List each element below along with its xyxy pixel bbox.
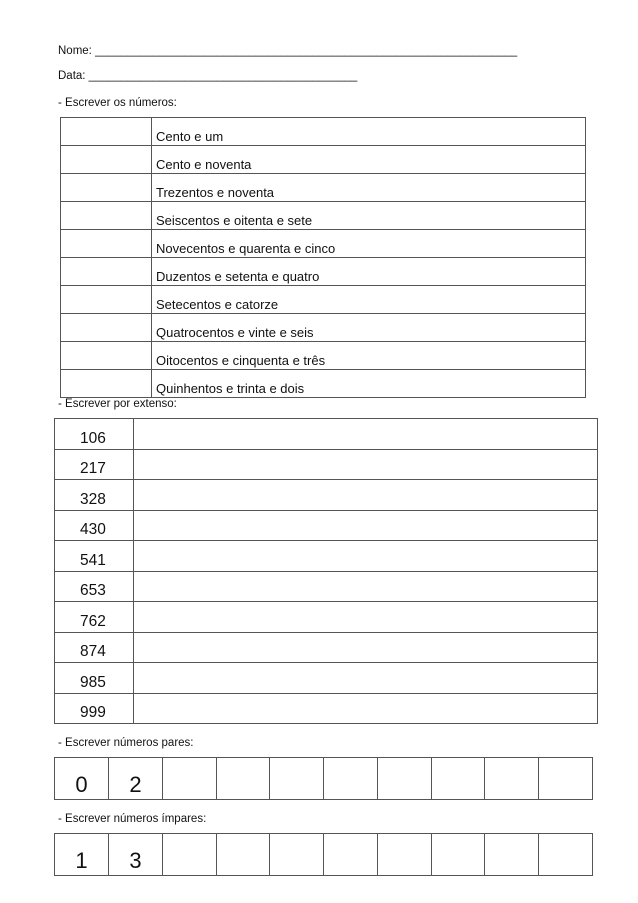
impares-cell[interactable] <box>163 834 217 876</box>
table-row <box>61 314 586 342</box>
number-cell: 430 <box>55 510 134 541</box>
table-row <box>61 258 586 286</box>
answer-cell[interactable] <box>134 480 598 511</box>
impares-table <box>54 833 593 876</box>
number-cell: 999 <box>55 693 134 724</box>
pares-cell: 2 <box>109 758 163 800</box>
nome-line[interactable]: Nome: __________________________________________________________________ <box>58 45 518 57</box>
number-words-cell: Setecentos e catorze <box>152 286 586 314</box>
section-title-impares: - Escrever números ímpares: <box>58 813 207 825</box>
table-row <box>61 370 586 398</box>
answer-cell[interactable] <box>134 663 598 694</box>
impares-cell[interactable] <box>377 834 431 876</box>
impares-cell: 1 <box>55 834 109 876</box>
answer-cell[interactable] <box>61 202 152 230</box>
impares-cell[interactable] <box>270 834 324 876</box>
impares-cell[interactable] <box>216 834 270 876</box>
extenso-table <box>54 418 598 724</box>
table-row <box>61 118 586 146</box>
answer-cell[interactable] <box>61 286 152 314</box>
pares-cell: 0 <box>55 758 109 800</box>
section-title-por-extenso: - Escrever por extenso: <box>58 398 177 410</box>
table-row <box>61 230 586 258</box>
impares-cell[interactable] <box>431 834 485 876</box>
number-cell: 653 <box>55 571 134 602</box>
answer-cell[interactable] <box>134 693 598 724</box>
section-title-escrever-numeros: - Escrever os números: <box>58 97 177 109</box>
answer-cell[interactable] <box>134 602 598 633</box>
answer-cell[interactable] <box>134 449 598 480</box>
section-title-pares: - Escrever números pares: <box>58 737 194 749</box>
answer-cell[interactable] <box>61 370 152 398</box>
table-row <box>61 174 586 202</box>
table-row <box>55 541 598 572</box>
number-cell: 762 <box>55 602 134 633</box>
table-row <box>55 419 598 450</box>
answer-cell[interactable] <box>134 510 598 541</box>
answer-cell[interactable] <box>61 342 152 370</box>
answer-cell[interactable] <box>61 146 152 174</box>
number-words-cell: Quinhentos e trinta e dois <box>152 370 586 398</box>
table-row <box>55 663 598 694</box>
answer-cell[interactable] <box>61 118 152 146</box>
number-words-cell: Cento e noventa <box>152 146 586 174</box>
pares-cell[interactable] <box>431 758 485 800</box>
table-row <box>55 480 598 511</box>
table-row <box>55 510 598 541</box>
table-row <box>55 602 598 633</box>
answer-cell[interactable] <box>134 571 598 602</box>
number-words-cell: Cento e um <box>152 118 586 146</box>
impares-cell[interactable] <box>485 834 539 876</box>
table-row <box>61 342 586 370</box>
answer-cell[interactable] <box>61 314 152 342</box>
answer-cell[interactable] <box>134 541 598 572</box>
table-row <box>61 286 586 314</box>
number-cell: 874 <box>55 632 134 663</box>
impares-cell[interactable] <box>324 834 378 876</box>
pares-cell[interactable] <box>539 758 593 800</box>
pares-table <box>54 757 593 800</box>
pares-cell[interactable] <box>485 758 539 800</box>
number-cell: 217 <box>55 449 134 480</box>
pares-cell[interactable] <box>163 758 217 800</box>
pares-cell[interactable] <box>270 758 324 800</box>
table-row <box>61 146 586 174</box>
numbers-table <box>60 117 586 398</box>
pares-cell[interactable] <box>216 758 270 800</box>
number-words-cell: Novecentos e quarenta e cinco <box>152 230 586 258</box>
table-row <box>55 571 598 602</box>
table-row <box>55 693 598 724</box>
pares-cell[interactable] <box>324 758 378 800</box>
number-words-cell: Duzentos e setenta e quatro <box>152 258 586 286</box>
answer-cell[interactable] <box>134 632 598 663</box>
answer-cell[interactable] <box>61 174 152 202</box>
answer-cell[interactable] <box>61 230 152 258</box>
number-cell: 985 <box>55 663 134 694</box>
table-row <box>55 449 598 480</box>
number-cell: 106 <box>55 419 134 450</box>
number-words-cell: Quatrocentos e vinte e seis <box>152 314 586 342</box>
data-line[interactable]: Data: __________________________________________ <box>58 70 358 82</box>
impares-cell: 3 <box>109 834 163 876</box>
pares-cell[interactable] <box>377 758 431 800</box>
table-row <box>55 632 598 663</box>
answer-cell[interactable] <box>134 419 598 450</box>
impares-cell[interactable] <box>539 834 593 876</box>
table-row <box>61 202 586 230</box>
number-cell: 328 <box>55 480 134 511</box>
number-words-cell: Oitocentos e cinquenta e três <box>152 342 586 370</box>
number-cell: 541 <box>55 541 134 572</box>
answer-cell[interactable] <box>61 258 152 286</box>
number-words-cell: Trezentos e noventa <box>152 174 586 202</box>
number-words-cell: Seiscentos e oitenta e sete <box>152 202 586 230</box>
